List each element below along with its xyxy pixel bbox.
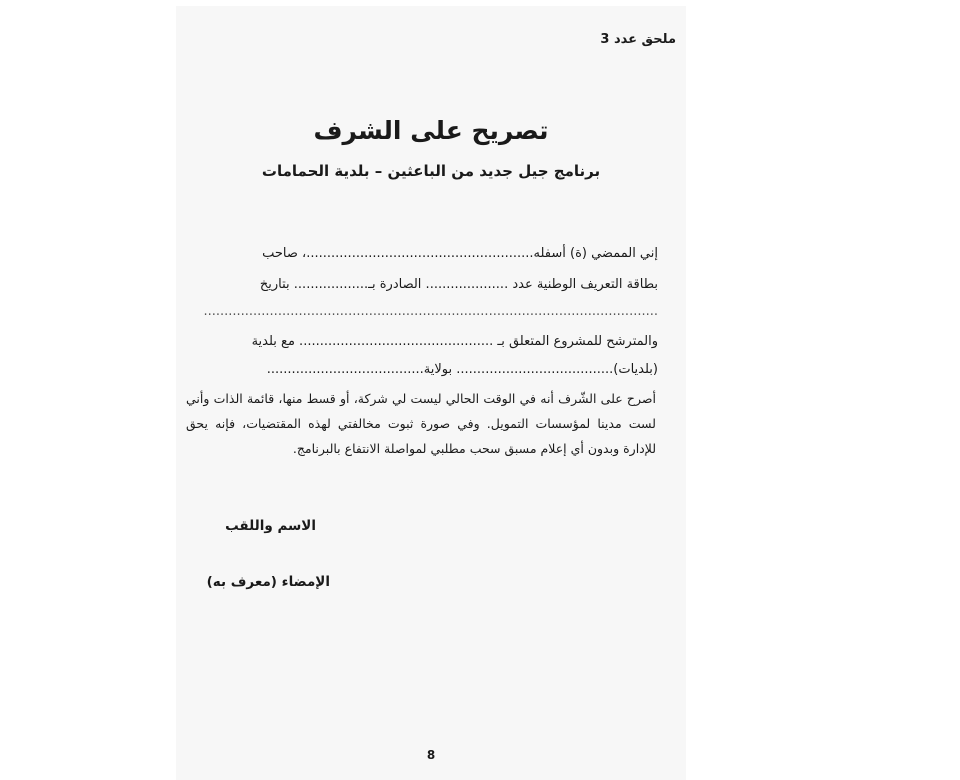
form-line-blank: .............................................................................................................. <box>203 304 658 319</box>
document-title: تصريح على الشرف <box>313 116 549 145</box>
form-line-id-card: بطاقة التعريف الوطنية عدد .................... الصادرة بـ.................. بتاريخ <box>259 277 658 292</box>
name-label: الاسم واللقب <box>225 518 316 534</box>
form-line-project: والمترشح للمشروع المتعلق بـ ............................................... مع بلدية <box>251 334 658 349</box>
form-line-declarant: إني الممضي (ة) أسفله.......................................................، صاحب <box>262 246 658 261</box>
declaration-paragraph: أصرح على الشّرف أنه في الوقت الحالي ليست لي شركة، أو قسط منها، قائمة الذات وأني لست مدينا لمؤسسات التمويل. وفي صورة ثبوت مخالفتي لهذه المقتضيات، فإنه يحق للإدارة وبدون أي إعلام مسبق سحب مطلبي لمواصلة الانتفاع بالبرنامج. <box>186 391 656 456</box>
annex-label: ملحق عدد 3 <box>600 32 676 47</box>
document-page <box>176 6 686 780</box>
form-line-municipality: (بلديات)...................................... بولاية...................................... <box>266 362 658 377</box>
signature-label: الإمضاء (معرف به) <box>206 574 330 590</box>
page-number: 8 <box>426 748 436 762</box>
document-subtitle: برنامج جيل جديد من الباعثين – بلدية الحمامات <box>261 162 601 180</box>
